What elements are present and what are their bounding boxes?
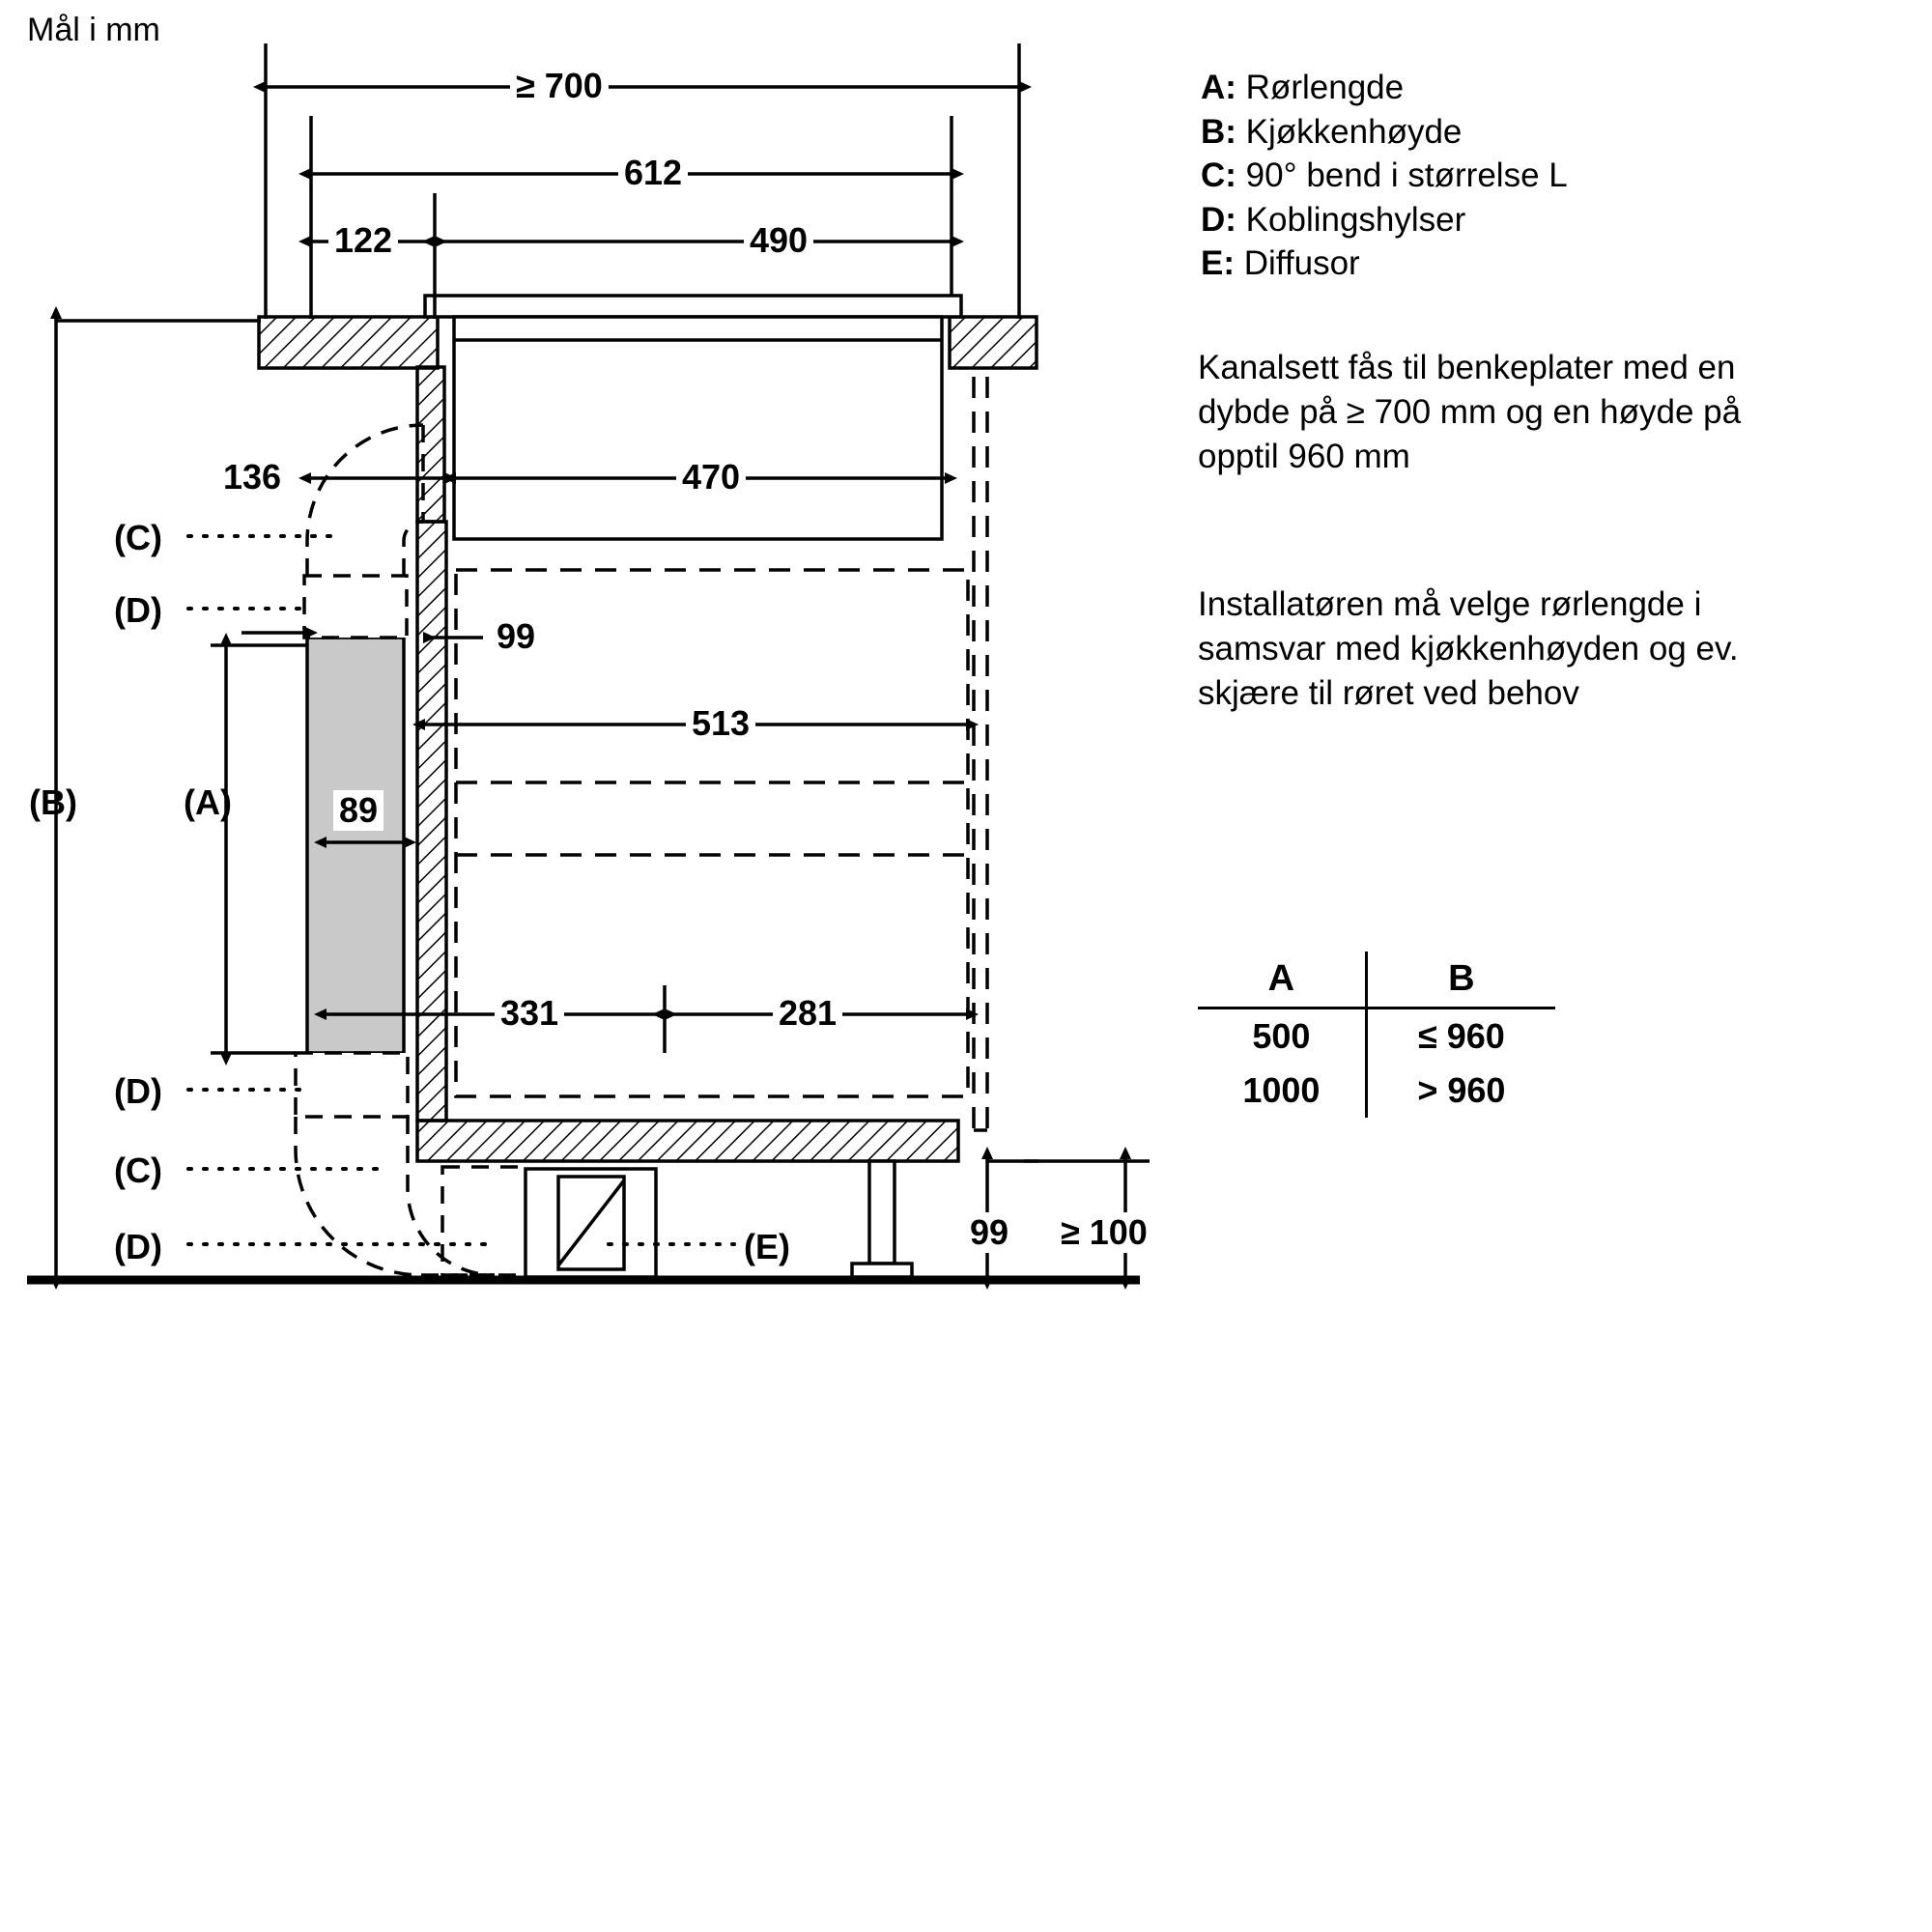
hob-body bbox=[454, 317, 942, 539]
cabinet-leg bbox=[852, 1161, 912, 1277]
dim-label-700: ≥ 700 bbox=[510, 66, 609, 106]
legend-key-b: B: bbox=[1201, 112, 1236, 151]
callout-D-mid: (D) bbox=[114, 1071, 162, 1111]
dim-label-89: 89 bbox=[333, 790, 384, 831]
coupling-sleeve-bottom bbox=[296, 1053, 408, 1117]
table-cell-b-1: ≤ 960 bbox=[1417, 1016, 1505, 1056]
dim-label-281: 281 bbox=[773, 993, 842, 1034]
legend-key-a: A: bbox=[1201, 69, 1236, 106]
dim-label-99-top: 99 bbox=[491, 616, 541, 657]
dim-label-122: 122 bbox=[328, 220, 398, 261]
callout-D-top: (D) bbox=[114, 590, 162, 630]
worktop-right bbox=[950, 317, 1037, 368]
hob-plate bbox=[425, 296, 961, 317]
dim-label-612: 612 bbox=[618, 153, 688, 193]
callout-B: (B) bbox=[29, 782, 77, 822]
table-cell-b-2: > 960 bbox=[1417, 1070, 1506, 1110]
dim-label-513: 513 bbox=[686, 703, 755, 744]
callout-C-top: (C) bbox=[114, 518, 162, 557]
callout-E: (E) bbox=[744, 1227, 790, 1266]
table-cell-a-2: 1000 bbox=[1198, 1064, 1366, 1118]
pipe-vertical bbox=[307, 638, 404, 1053]
legend-text-b: Kjøkkenhøyde bbox=[1245, 112, 1463, 151]
dim-label-331: 331 bbox=[495, 993, 564, 1034]
legend-text-d: Koblingshylser bbox=[1245, 200, 1466, 239]
cabinet-side-wall bbox=[417, 522, 446, 1121]
legend-key-d: D: bbox=[1201, 200, 1236, 239]
legend-key-e: E: bbox=[1201, 244, 1235, 282]
unit-note: Mål i mm bbox=[27, 12, 160, 48]
worktop-left bbox=[259, 317, 438, 368]
note-paragraph-1: Kanalsett fås til benkeplater med en dybde på ≥ 700 mm og en høyde på opptil 960 mm bbox=[1198, 349, 1742, 476]
diffuser bbox=[526, 1169, 656, 1277]
dim-label-490: 490 bbox=[744, 220, 813, 261]
bottom-duct-dashed bbox=[442, 1167, 526, 1275]
legend-key-c: C: bbox=[1201, 156, 1236, 194]
cabinet-wall-upper bbox=[417, 367, 444, 522]
coupling-sleeve-top bbox=[304, 576, 407, 638]
legend-text-c: 90° bend i størrelse L bbox=[1245, 156, 1568, 194]
duct-right-dashed bbox=[974, 377, 987, 1130]
dim-label-100: ≥ 100 bbox=[1055, 1212, 1153, 1253]
callout-A: (A) bbox=[184, 782, 232, 822]
bend-top bbox=[307, 425, 423, 576]
callout-D-bottom: (D) bbox=[114, 1227, 162, 1266]
legend-text-a: Rørlengde bbox=[1245, 69, 1405, 106]
dim-label-99-bottom: 99 bbox=[964, 1212, 1014, 1253]
table-header-a: A bbox=[1198, 952, 1366, 1009]
dim-A-length bbox=[211, 645, 307, 1053]
dim-612 bbox=[311, 116, 952, 319]
note-paragraph-2: Installatøren må velge rørlengde i samsvar med kjøkkenhøyden og ev. skjære til røret ved behov bbox=[1198, 585, 1739, 713]
legend-text-e: Diffusor bbox=[1243, 244, 1360, 282]
dim-label-136: 136 bbox=[217, 457, 287, 497]
cabinet-bottom bbox=[417, 1121, 958, 1161]
table-header-b: B bbox=[1366, 952, 1555, 1009]
callout-C-bottom: (C) bbox=[114, 1151, 162, 1190]
table-cell-a-1: 500 bbox=[1198, 1009, 1366, 1065]
dim-label-470: 470 bbox=[676, 457, 746, 497]
